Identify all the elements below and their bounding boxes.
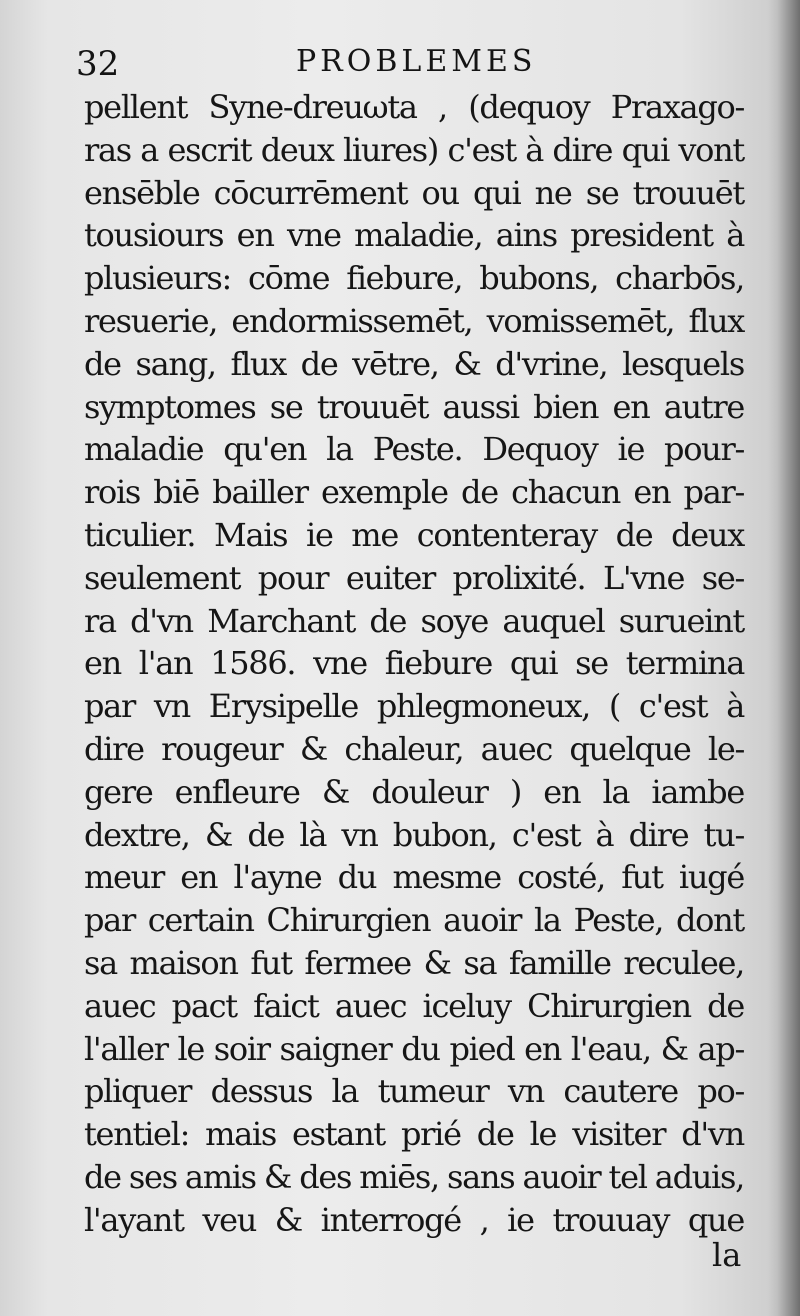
page-gutter [778, 0, 800, 1316]
text-line: meur en l'ayne du mesme costé, fut iugé [84, 858, 744, 897]
text-line: tentiel: mais estant prié de le visiter d'vn [84, 1115, 744, 1154]
text-line: ensēble cōcurrēment ou qui ne se trouuēt [84, 173, 744, 212]
text-line: tousiours en vne maladie, ains president à [84, 216, 744, 255]
running-head: PROBLEMES [296, 44, 537, 79]
catchword: la [712, 1236, 742, 1274]
text-line: pellent Syne-dreuωta , (dequoy Praxago- [84, 88, 744, 126]
page-number: 32 [76, 44, 120, 84]
text-line: seulement pour euiter prolixité. L'vne se- [84, 558, 744, 597]
text-line: l'ayant veu & interrogé , ie trouuay que [84, 1200, 744, 1239]
text-line: l'aller le soir saigner du pied en l'eau, & ap- [84, 1029, 744, 1068]
text-line: pliquer dessus la tumeur vn cautere po- [84, 1072, 744, 1111]
text-line: dextre, & de là vn bubon, c'est à dire tu- [84, 815, 744, 854]
body-text [84, 86, 744, 1242]
text-line: de ses amis & des miēs, sans auoir tel aduis, [84, 1157, 744, 1196]
text-line: en l'an 1586. vne fiebure qui se termina [84, 644, 744, 683]
text-line: gere enfleure & douleur ) en la iambe [84, 772, 744, 811]
text-line: maladie qu'en la Peste. Dequoy ie pour- [84, 430, 744, 469]
text-line: par vn Erysipelle phlegmoneux, ( c'est à [84, 687, 744, 726]
text-line: de sang, flux de vētre, & d'vrine, lesquels [84, 344, 744, 383]
text-line: plusieurs: cōme fiebure, bubons, charbōs, [84, 259, 744, 298]
text-line: sa maison fut fermee & sa famille reculee, [84, 943, 744, 982]
text-line: ras a escrit deux liures) c'est à dire qui vont [84, 130, 744, 169]
text-line: rois biē bailler exemple de chacun en par- [84, 473, 744, 512]
text-line: dire rougeur & chaleur, auec quelque le- [84, 729, 744, 768]
text-line: ticulier. Mais ie me contenteray de deux [84, 515, 744, 554]
text-line: auec pact faict auec iceluy Chirurgien de [84, 986, 744, 1025]
text-line: symptomes se trouuēt aussi bien en autre [84, 387, 744, 426]
text-line: ra d'vn Marchant de soye auquel surueint [84, 601, 744, 640]
text-line: par certain Chirurgien auoir la Peste, dont [84, 901, 744, 940]
text-line: resuerie, endormissemēt, vomissemēt, flux [84, 301, 744, 340]
